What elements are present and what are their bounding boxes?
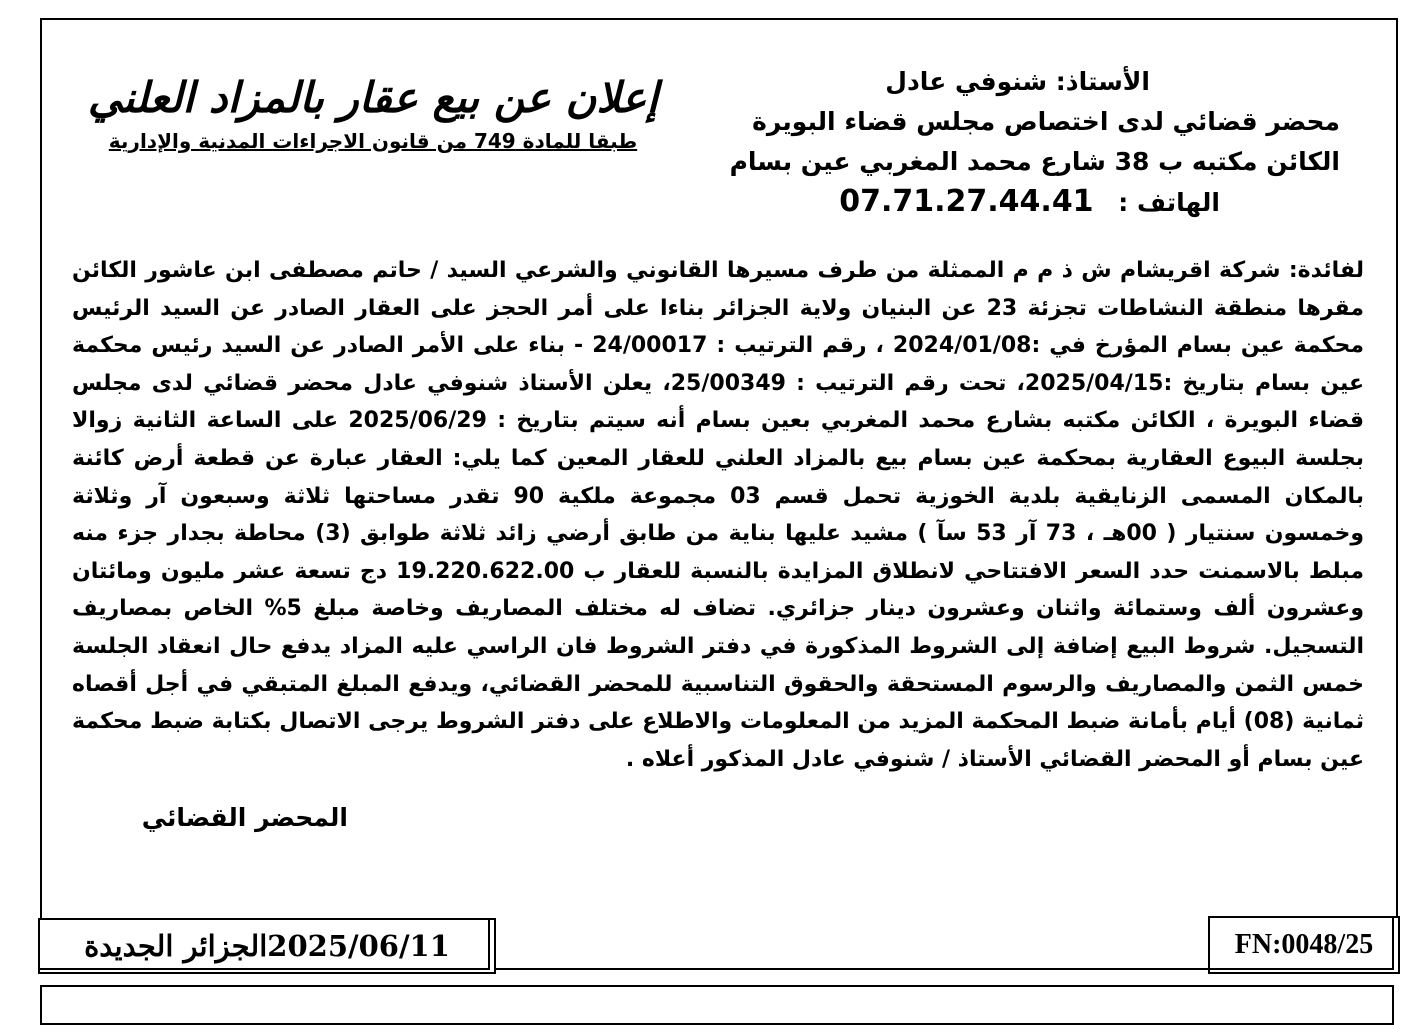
bailiff-address: الكائن مكتبه ب 38 شارع محمد المغربي عين بسام [729,147,1340,176]
file-number-stamp [1208,916,1400,974]
stamp-inner-border [1208,916,1394,970]
newspaper-name: الجزائر الجديدة [84,929,268,963]
phone-label: الهاتف : [1118,188,1220,217]
bailiff-header [700,62,1340,223]
bailiff-name: الأستاذ: شنوفي عادل [885,67,1150,96]
file-number: FN:0048/25 [1234,929,1374,960]
next-ad-frame [40,985,1394,1025]
announcement-body: لفائدة: شركة اقريشام ش ذ م م الممثلة من طرف مسيرها القانوني والشرعي السيد / حاتم مصطفى ابن عاشور الكائن مقرها منطقة النشاطات تجزئة 23 عن البنيان ولاية الجزائر بناءا على أمر الحجز على العقار الصادر عن السيد الرئيس محكمة عين بسام المؤرخ في :2024/01/08 ، رقم الترتيب : 24/00017 - بناء على الأمر الصادر عن السيد رئيس محكمة عين بسام بتاريخ :2025/04/15، تحت رقم الترتيب : 25/00349، يعلن الأستاذ شنوفي عادل محضر قضائي لدى مجلس قضاء البويرة ، الكائن مكتبه بشارع محمد المغربي بعين بسام أنه سيتم بتاريخ : 2025/06/29 على الساعة الثانية زوالا بجلسة البيوع العقارية بمحكمة عين بسام بيع بالمزاد العلني للعقار المعين كما يلي: العقار عبارة عن قطعة أرض كائنة بالمكان المسمى الزنايقية بلدية الخوزية تحمل قسم 03 مجموعة ملكية 90 تقدر مساحتها ثلاثة وسبعون آر وثلاثة وخمسون سنتيار ( 00هـ ، 73 آر 53 سآ ) مشيد عليها بناية من طابق أرضي زائد ثلاثة طوابق (3) محاطة بجدار جزء منه مبلط بالاسمنت حدد السعر الافتتاحي لانطلاق المزايدة بالنسبة للعقار ب 19.220.622.00 دج تسعة عشر مليون ومائتان وعشرون ألف وستمائة واثنان وعشرون دينار جزائري. تضاف له مختلف المصاريف وخاصة مبلغ 5% الخاص بمصاريف التسجيل. شروط البيع إضافة إلى الشروط المذكورة في دفتر الشروط فان الراسي عليه المزاد يدفع حال انعقاد الجلسة خمس الثمن والمصاريف والرسوم المستحقة والحقوق التناسبية للمحضر القضائي، ويدفع المبلغ المتبقي في أجل أقصاه ثمانية (08) أيام بأمانة ضبط المحكمة المزيد من المعلومات والاطلاع على دفتر الشروط يرجى الاتصال بكتابة ضبط محكمة عين بسام أو المحضر القضائي الأستاذ / شنوفي عادل المذكور أعلاه . [72,258,1365,772]
publication-date: 2025/06/11 [267,929,450,963]
announcement-subtitle: طبقا للمادة 749 من قانون الاجراءات المدنية والإدارية [108,129,638,153]
announcement-heading [40,72,706,156]
bailiff-phone [700,182,1340,223]
stamp-inner-border [38,918,490,970]
signature: المحضر القضائي [141,803,348,832]
announcement-title: إعلان عن بيع عقار بالمزاد العلني [87,73,659,122]
phone-number: 07.71.27.44.41 [839,184,1094,219]
newspaper-date-stamp [38,918,496,974]
bailiff-role: محضر قضائي لدى اختصاص مجلس قضاء البويرة [752,107,1340,136]
